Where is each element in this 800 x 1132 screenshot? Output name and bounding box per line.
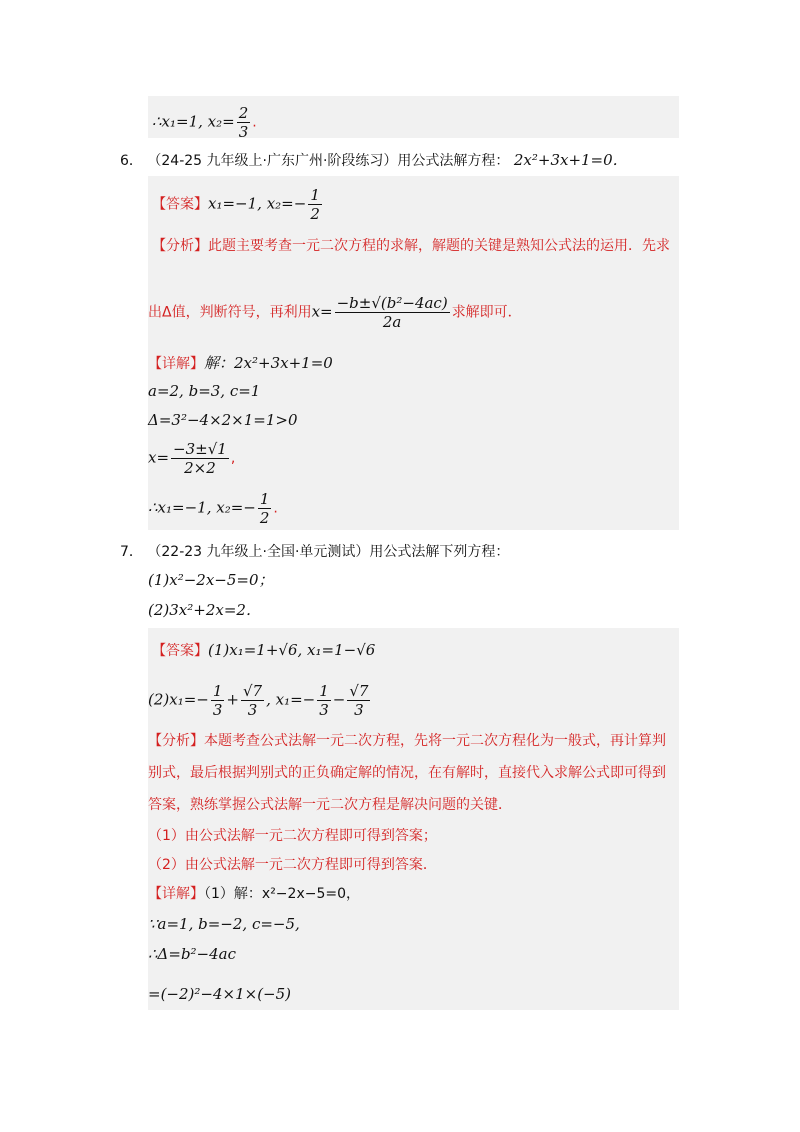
q7-analysis-line-5: （2）由公式法解一元二次方程即可得到答案． [148,857,437,873]
q7-analysis-line-4: （1）由公式法解一元二次方程即可得到答案； [148,828,437,844]
q6-analysis-tag: 【分析】 [152,238,208,254]
q6-detail-result-fraction: $\frac{1}{2}$ [259,490,270,527]
p5-result-fraction: $\frac{2}{3}$ [238,104,249,141]
q6-source: （24-25 九年级上·广东广州·阶段练习）用公式法解方程： [147,153,510,169]
q7-number: 7． [120,544,143,560]
q6-number: 6． [120,153,143,169]
q7-answer-frac-1: $\frac{1}{3}$ [212,682,223,719]
q6-statement [120,149,628,170]
q7-equation-1: (1)x²−2x−5=0； [148,571,274,589]
q7-analysis-line-1: 【分析】本题考查公式法解一元二次方程，先将一元二次方程化为一般式，再计算判 [148,733,666,749]
q7-answer-frac-2: $\frac{√7}{3}$ [242,682,263,719]
q7-analysis-line-3: 答案，熟练掌握公式法解一元二次方程是解决问题的关键． [148,797,512,813]
q6-analysis-line-1: 【分析】此题主要考查一元二次方程的求解，解题的关键是熟知公式法的运用．先求 [152,238,670,254]
q7-analysis-line-2: 别式，最后根据判别式的正负确定解的情况，在有解时，直接代入求解公式即可得到 [148,765,666,781]
q7-detail-line-1: 【详解】（1）解：x²−2x−5=0， [148,886,361,902]
q7-equation-2: (2)3x²+2x=2． [148,601,261,619]
q6-detail-tag: 【详解】 [148,356,204,372]
q6-detail-line-1: 【详解】解：2x²+3x+1=0 [148,354,333,372]
q7-detail-tag: 【详解】 [148,886,204,902]
q6-detail-line-3: Δ=3²−4×2×1=1>0 [148,411,298,429]
q7-detail-line-3: ∴Δ=b²−4ac [148,945,237,963]
p5-result-line: ∴x₁=1, x₂= $\frac{2}{3}$ . [152,104,257,141]
q7-detail-line-2: ∵a=1, b=−2, c=−5, [148,915,300,933]
q6-equation: 2x²+3x+1=0． [513,151,628,169]
q7-detail-line-4: =(−2)²−4×1×(−5) [148,985,292,1003]
q6-detail-line-5: ∴x₁=−1, x₂=− $\frac{1}{2}$ . [148,490,278,527]
p5-result-text: ∴x₁=1, x₂= [152,112,235,131]
q7-source: （22-23 九年级上·全国·单元测试）用公式法解下列方程： [147,544,510,560]
q7-answer-frac-4: $\frac{√7}{3}$ [349,682,369,719]
q7-answer-line-1: 【答案】(1)x₁=1+√6, x₁=1−√6 [152,641,376,659]
q7-analysis-tag: 【分析】 [148,733,204,749]
q7-answer-line-2: (2)x₁=− $\frac{1}{3}$ + $\frac{√7}{3}$ , x₁=− $\frac{1}{3}$ − $\frac{√7}{3}$ [148,682,369,719]
q6-analysis-line-2: 出Δ值，判断符号，再利用x= $\frac{\text{−b±√(b²−4ac)}}{2a}$ 求解即可． [148,294,522,331]
q6-answer-tag: 【答案】 [152,196,208,213]
q7-answer-tag: 【答案】 [152,643,208,659]
q6-quadratic-formula: $\frac{\text{−b±√(b²−4ac)}}{2a}$ [336,294,448,331]
q6-detail-line-4: x= $\frac{-3\pm√1}{2\times 2}$ , [148,440,236,477]
q7-statement [120,541,509,561]
q6-answer-line [152,186,324,223]
q6-answer-fraction: $\frac{1}{2}$ [310,186,320,223]
q7-answer-frac-3: $\frac{1}{3}$ [319,682,329,719]
q6-detail-fraction: $\frac{-3\pm√1}{2\times 2}$ [173,440,227,477]
q6-detail-line-2: a=2, b=3, c=1 [148,382,261,400]
q6-answer: x₁=−1, x₂=− [208,194,307,213]
